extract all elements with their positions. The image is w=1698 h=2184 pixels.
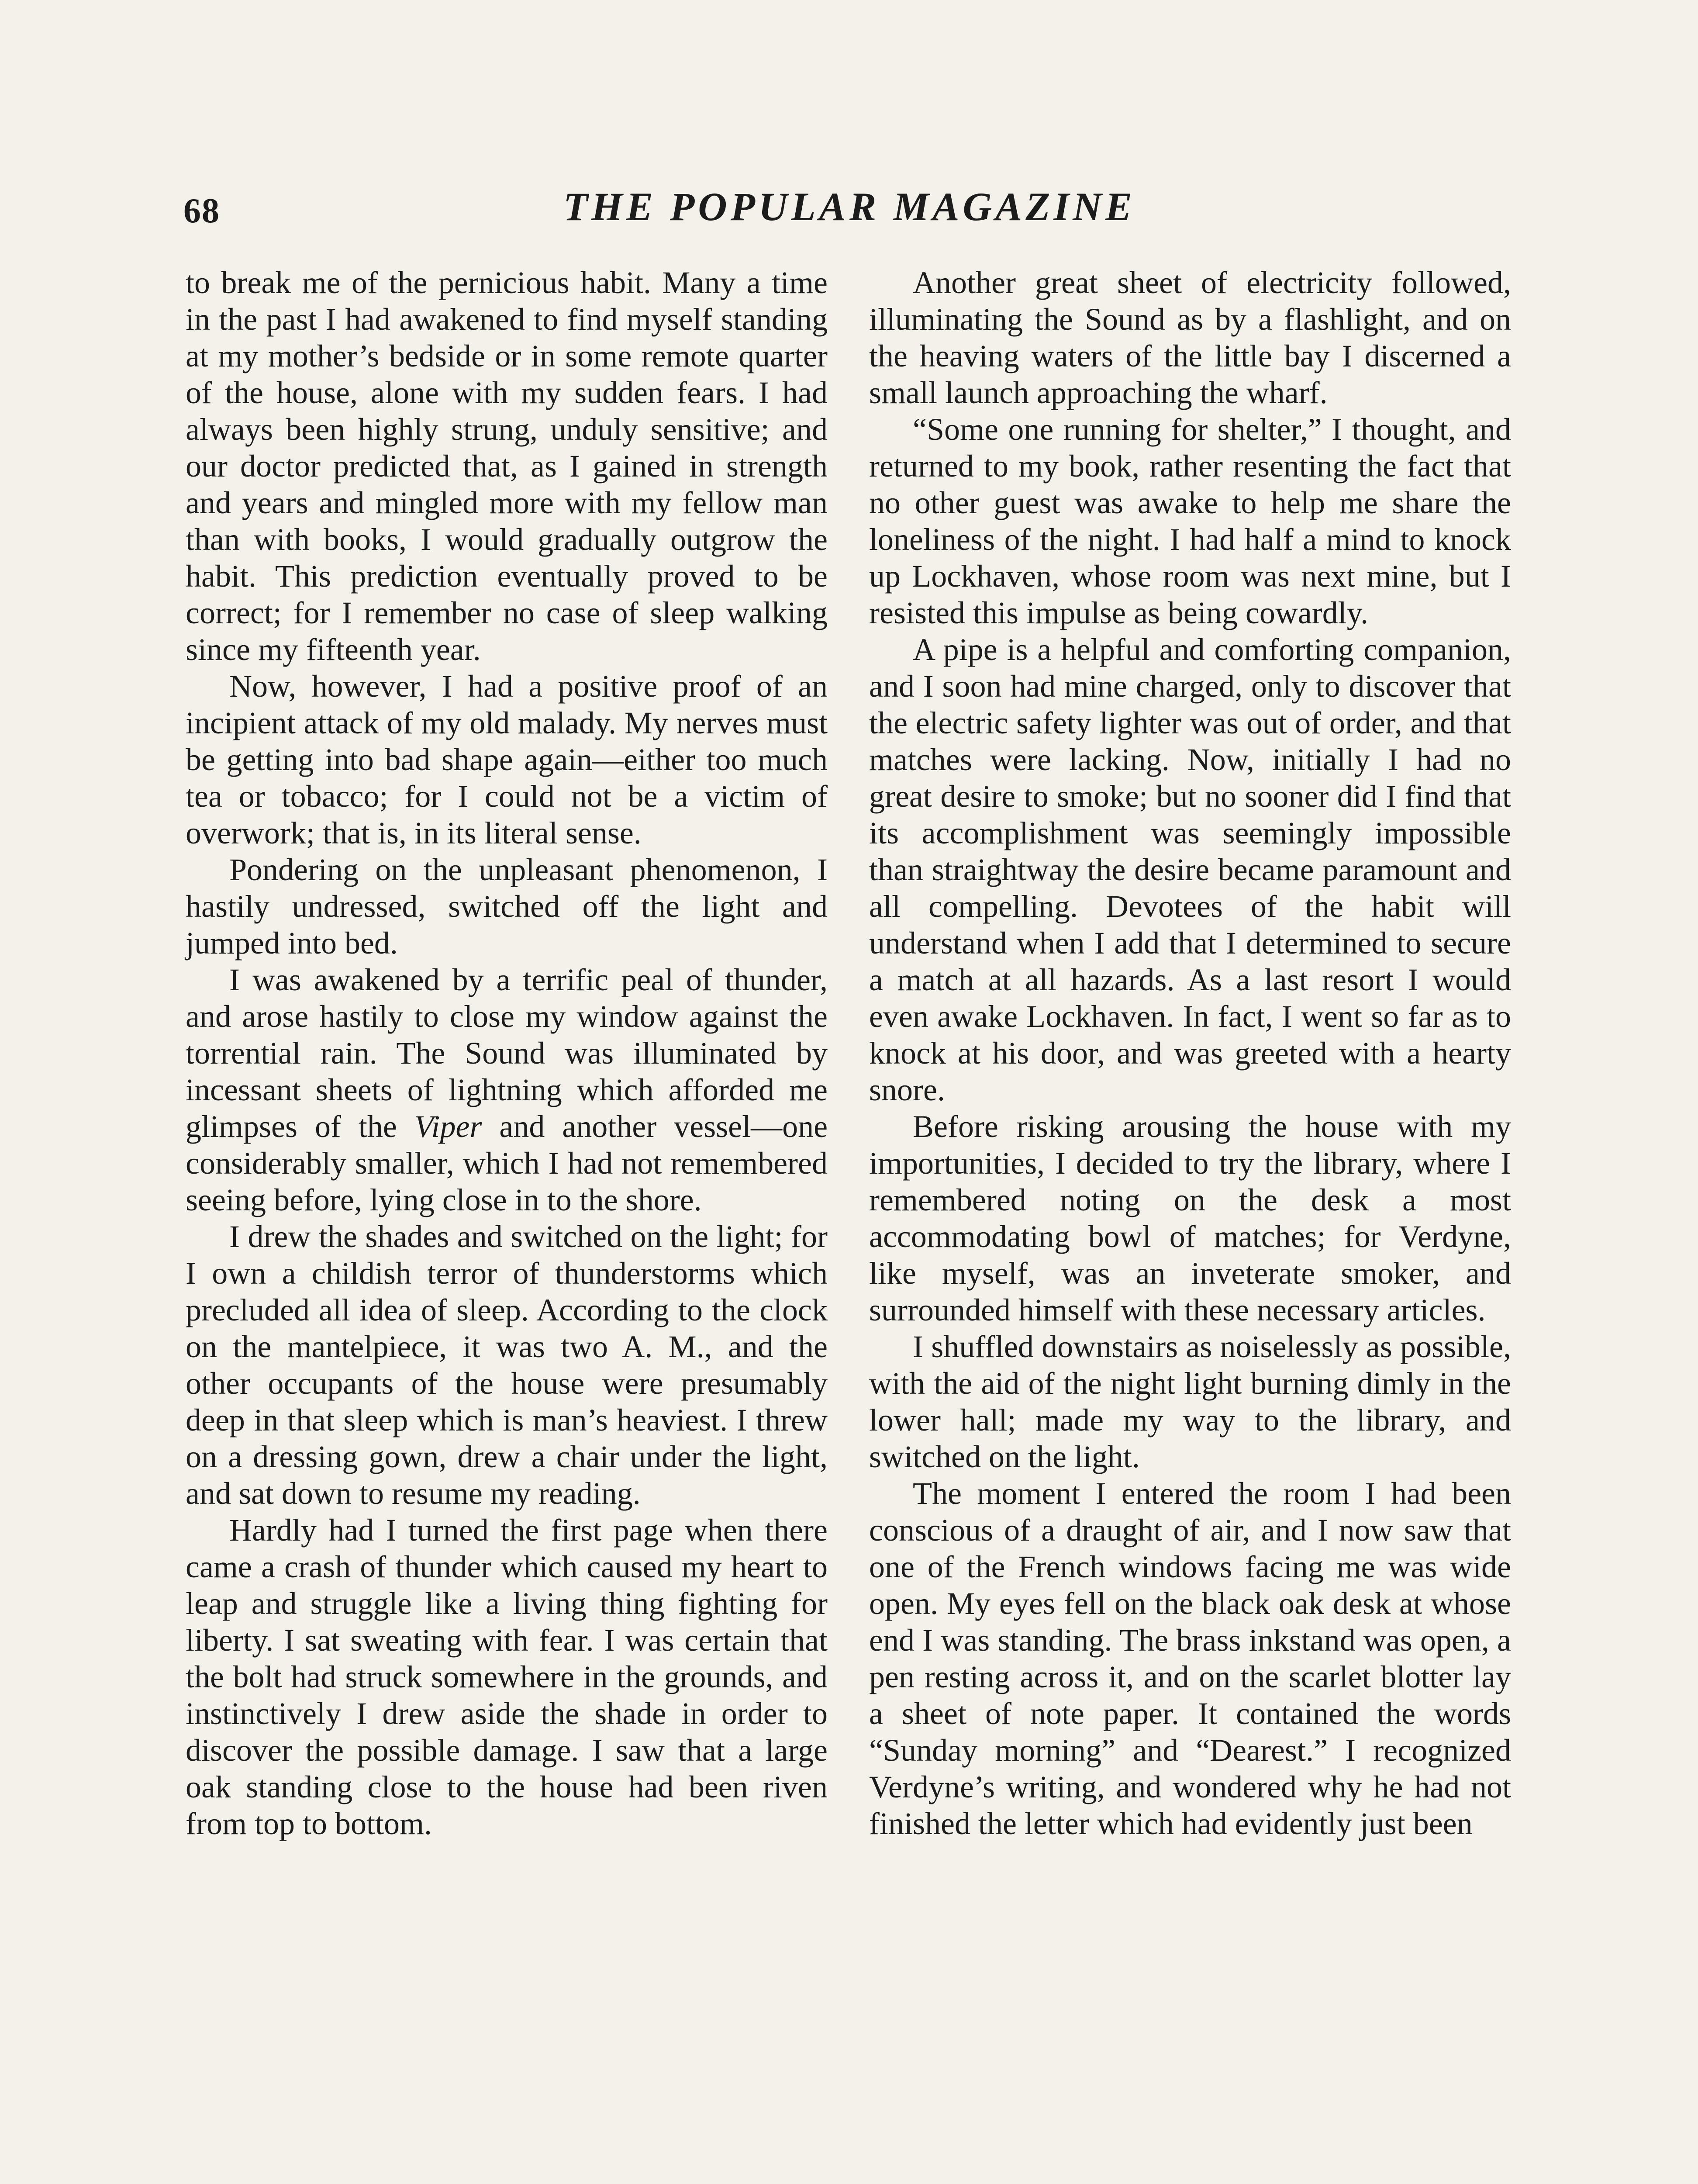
text-column-left: [186, 264, 828, 1842]
paragraph: “Some one running for shelter,” I thought, and returned to my book, rather resenting the fact that no other guest was awake to help me share the loneliness of the night. I had half a mind to knock up Lockhaven, whose room was next mine, but I resisted this impulse as being cowardly.: [869, 412, 1511, 630]
paragraph: A pipe is a helpful and comforting companion, and I soon had mine charged, only to discover that the electric safety lighter was out of order, and that matches were lacking. Now, initially I had no great desire to smoke; but no sooner did I find that its accomplishment was seemingly impossible than straightway the desire became paramount and all compelling. Devotees of the habit will understand when I add that I determined to secure a match at all hazards. As a last resort I would even awake Lockhaven. In fact, I went so far as to knock at his door, and was greeted with a hearty snore.: [869, 632, 1511, 1107]
paragraph: [186, 961, 828, 1218]
text-run: and another vessel—one considerably smaller, which I had not remembered seeing before, lying close in to the shore.: [186, 1109, 828, 1217]
ship-name: Viper: [414, 1109, 482, 1144]
paragraph: The moment I entered the room I had been conscious of a draught of air, and I now saw that one of the French windows facing me was wide open. My eyes fell on the black oak desk at whose end I was standing. The brass inkstand was open, a pen resting across it, and on the scarlet blotter lay a sheet of note paper. It contained the words “Sunday morning” and “Dearest.” I recognized Verdyne’s writing, and wondered why he had not finished the letter which had evidently just been: [869, 1476, 1511, 1841]
paragraph: Hardly had I turned the first page when there came a crash of thunder which caused my heart to leap and struggle like a living thing fighting for liberty. I sat sweating with fear. I was certain that the bolt had struck somewhere in the grounds, and instinctively I drew aside the shade in order to discover the possible damage. I saw that a large oak standing close to the house had been riven from top to bottom.: [186, 1513, 828, 1841]
paragraph: Before risking arousing the house with my importunities, I decided to try the library, where I remembered noting on the desk a most accommodating bowl of matches; for Verdyne, like myself, was an inveterate smoker, and surrounded himself with these necessary articles.: [869, 1109, 1511, 1327]
paragraph: Another great sheet of electricity followed, illuminating the Sound as by a flashlight, and on the heaving waters of the little bay I discerned a small launch approaching the wharf.: [869, 265, 1511, 410]
paragraph: to break me of the pernicious habit. Many a time in the past I had awakened to find myself standing at my mother’s bedside or in some remote quarter of the house, alone with my sudden fears. I had always been highly strung, unduly sensitive; and our doctor predicted that, as I gained in strength and years and mingled more with my fellow man than with books, I would gradually outgrow the habit. This prediction eventually proved to be correct; for I remember no case of sleep walking since my fifteenth year.: [186, 265, 828, 667]
paragraph: I drew the shades and switched on the light; for I own a childish terror of thunderstorms which precluded all idea of sleep. According to the clock on the mantelpiece, it was two A. M., and the other occupants of the house were presumably deep in that sleep which is man’s heaviest. I threw on a dressing gown, drew a chair under the light, and sat down to resume my reading.: [186, 1219, 828, 1511]
text-run: I was awakened by a terrific peal of thunder, and arose hastily to close my window against the torrential rain. The Sound was illuminated by incessant sheets of lightning which afforded me glimpses of the: [186, 962, 828, 1144]
paragraph: Now, however, I had a positive proof of an incipient attack of my old malady. My nerves must be getting into bad shape again—either too much tea or tobacco; for I could not be a victim of overwork; that is, in its literal sense.: [186, 669, 828, 850]
page-header: [183, 183, 1515, 245]
text-column-right: [869, 264, 1511, 1842]
paragraph: I shuffled downstairs as noiselessly as possible, with the aid of the night light burning dimly in the lower hall; made my way to the library, and switched on the light.: [869, 1329, 1511, 1474]
magazine-title: THE POPULAR MAGAZINE: [563, 184, 1136, 229]
paragraph: Pondering on the unpleasant phenomenon, I hastily undressed, switched off the light and jumped into bed.: [186, 852, 828, 961]
page-number: 68: [183, 192, 220, 230]
